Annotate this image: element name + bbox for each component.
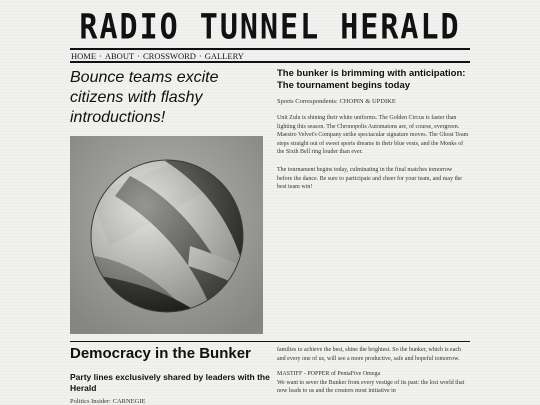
article-byline: Sports Correspondents: CHOPIN & UPDIKE [277, 98, 396, 105]
nav-separator: · [137, 51, 140, 61]
lead-headline[interactable]: Bounce teams excite citizens with flashy introductions! [70, 69, 219, 126]
article-headline[interactable]: The bunker is brimming with anticipation: The tournament begins today [277, 68, 466, 91]
section-body [277, 346, 469, 396]
nav-home[interactable]: HOME [71, 51, 97, 61]
section-byline: Politics Insider: CARNEGIE [70, 398, 146, 405]
nav-about[interactable]: ABOUT [104, 51, 135, 61]
section-paragraph: We want to sever the Bunker from every vestige of its past: the lost world that now leads to us and the creators most initiative in [277, 379, 465, 395]
nav-separator: · [198, 51, 202, 61]
section-divider [70, 341, 470, 342]
main-nav [70, 48, 470, 63]
nav-gallery[interactable]: GALLERY [204, 51, 244, 61]
article-paragraph: Unit Zulu is shining their white uniforms. The Golden Circus is faster than lighting this season. The Chronopolis Automatons are, of course, evergreen. Maestro Velvet's Company strike spectacular signature moves. The Ghost Team steps straight out of sweet sports dreams in their blue vests, and the Monks of the Sixth Bell ring louder than ever. [277, 115, 469, 156]
nav-separator: · [99, 51, 102, 61]
section-paragraph: MASTIFF - POPPER of PentaFive Omega [277, 371, 381, 378]
section-deck: Party lines exclusively shared by leaders with the Herald [70, 372, 270, 393]
feature-article [277, 68, 469, 192]
section-headline[interactable]: Democracy in the Bunker [70, 345, 251, 362]
section-paragraph: families to achieve the best, shine the brightest. So the bunker, which is each and every one of us, will see a more productive, safe and hopeful tomorrow. [277, 347, 462, 362]
article-paragraph: The tournament begins today, culminating in the final matches tomorrow before the dance. Be sure to participate and cheer for your team, and may the best team win! [277, 166, 462, 191]
volleyball-photo [70, 136, 263, 334]
nav-crossword[interactable]: CROSSWORD [143, 51, 196, 61]
masthead-title: RADIO TUNNEL HERALD [79, 6, 461, 48]
